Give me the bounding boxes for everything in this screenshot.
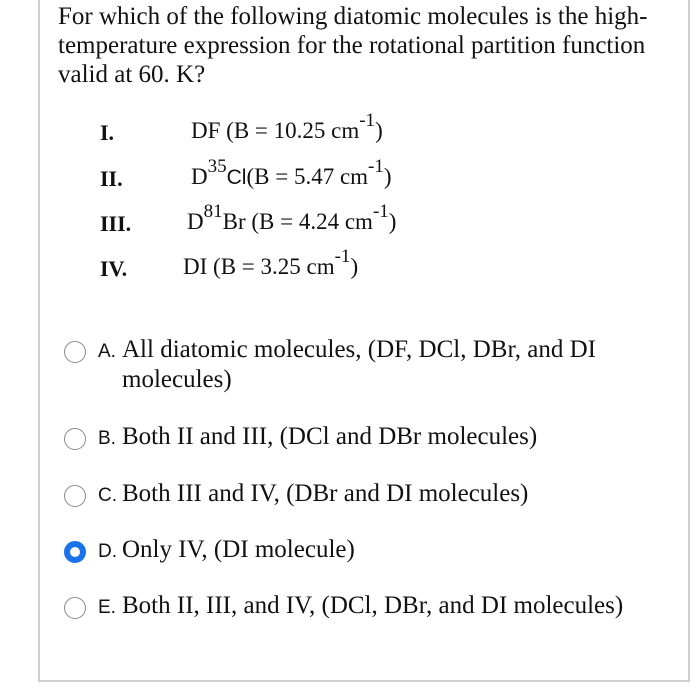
item-formula [191, 156, 392, 190]
rotational-constant: (B = 4.24 cm [245, 209, 373, 234]
molecule-item-3 [0, 201, 700, 245]
option-letter: C. [98, 485, 117, 506]
option-letter: B. [98, 428, 116, 449]
isotope-number: 81 [203, 201, 223, 223]
exponent: -1 [368, 156, 384, 178]
option-letter: E. [98, 597, 116, 618]
molecule-name: DI [183, 254, 208, 279]
rotational-constant: (B = 3.25 cm [207, 254, 335, 279]
close-paren: ) [383, 164, 392, 189]
close-paren: ) [388, 209, 397, 234]
atom-symbol: Br [222, 209, 246, 234]
item-formula [187, 201, 397, 235]
radio-button-selected[interactable] [64, 541, 86, 563]
rotational-constant: (B = 10.25 cm [220, 118, 360, 143]
item-formula [191, 110, 383, 144]
exponent: -1 [359, 110, 376, 132]
option-text: Both III and IV, (DBr and DI molecules) [122, 480, 529, 507]
item-number: II. [100, 166, 123, 191]
exponent: -1 [334, 246, 351, 268]
molecule-name: D [191, 164, 208, 189]
exponent: -1 [372, 201, 389, 223]
option-text: Both II and III, (DCl and DBr molecules) [122, 423, 538, 450]
question-text: For which of the following diatomic molecules is the high-temperature expression for the rotational partition function valid at 60. K? [58, 3, 648, 88]
molecule-item-4 [0, 246, 700, 290]
radio-button[interactable] [64, 428, 86, 450]
item-number: III. [100, 211, 132, 236]
molecule-name: D [187, 209, 204, 234]
rotational-constant: (B = 5.47 cm [246, 164, 369, 189]
radio-button[interactable] [64, 341, 86, 363]
item-number: IV. [100, 256, 128, 281]
option-text: Both II, III, and IV, (DCl, DBr, and DI molecules) [122, 592, 624, 619]
item-number: I. [100, 120, 115, 145]
option-letter: D. [98, 541, 117, 562]
close-paren: ) [350, 254, 359, 279]
option-letter: A. [98, 341, 116, 362]
item-formula [183, 246, 359, 280]
molecule-name: DF [191, 118, 221, 143]
close-paren: ) [375, 118, 383, 143]
molecule-item-2 [0, 156, 700, 200]
isotope-number: 35 [207, 156, 227, 178]
option-text: Only IV, (DI molecule) [122, 536, 355, 563]
option-text: All diatomic molecules, (DF, DCl, DBr, and DI molecules) [122, 336, 597, 393]
radio-button[interactable] [64, 485, 86, 507]
radio-button[interactable] [64, 597, 86, 619]
molecule-item-1 [0, 110, 700, 154]
atom-symbol: Cl [226, 166, 247, 189]
